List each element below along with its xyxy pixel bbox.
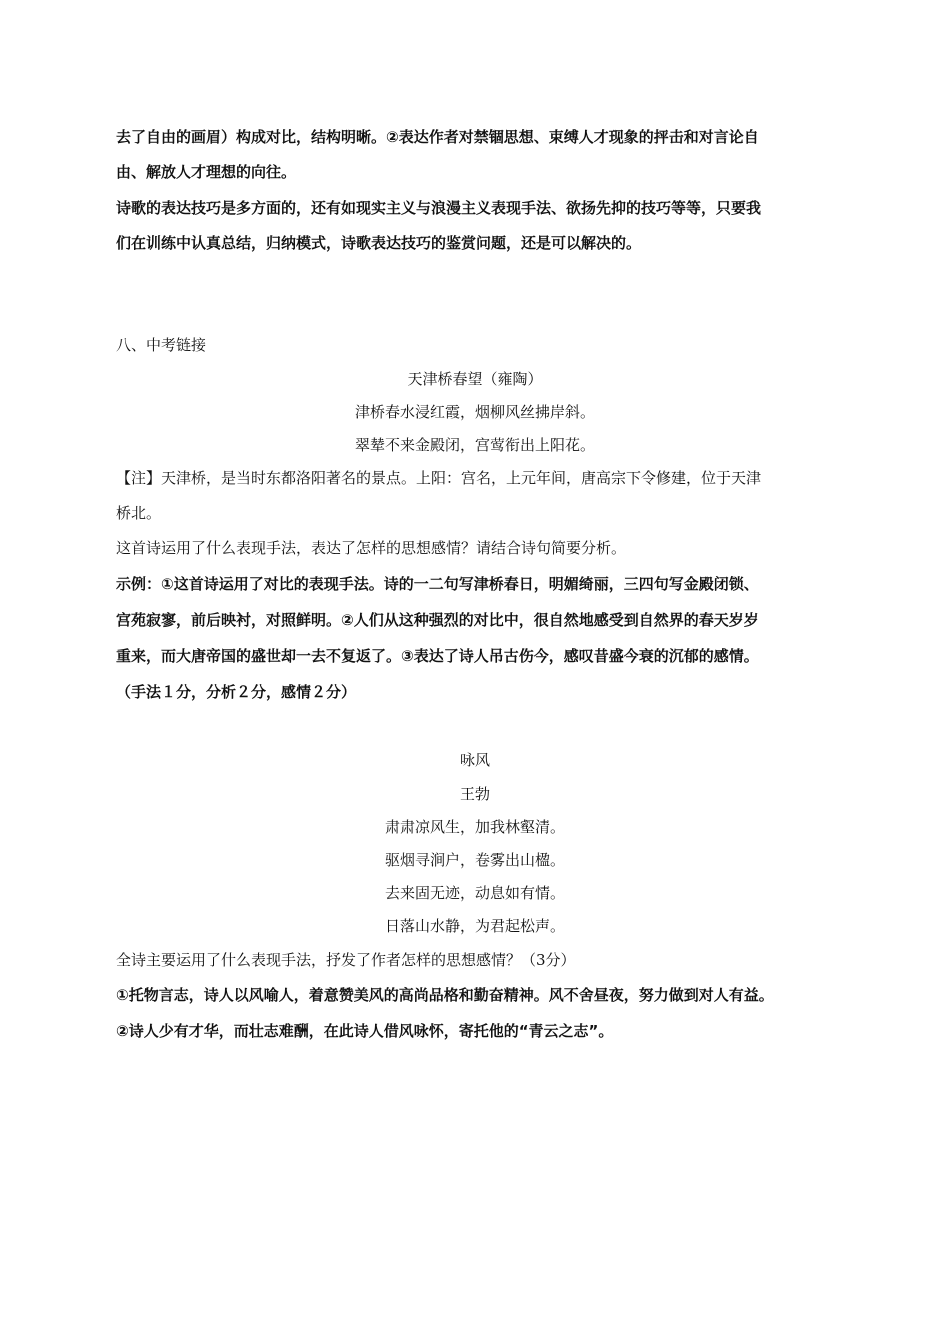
poem2-question: 全诗主要运用了什么表现手法，抒发了作者怎样的思想感情？（3分） [116,951,576,969]
poem1-answer-line-2: 宫苑寂寥，前后映衬，对照鲜明。②人们从这种强烈的对比中，很自然地感受到自然界的春天岁岁 [116,611,759,629]
intro-line-1: 去了自由的画眉）构成对比，结构明晰。②表达作者对禁锢思想、束缚人才现象的抨击和对言论自 [116,128,759,146]
poem1-note-line-2: 桥北。 [116,504,162,522]
poem2-title: 咏风 [459,751,490,769]
poem1-line-2: 翠辇不来金殿闭，宫莺衔出上阳花。 [354,436,595,454]
poem1-answer-line-4: （手法１分，分析２分，感情２分） [116,683,357,701]
poem2-line-1: 肃肃凉风生，加我林壑清。 [384,818,565,836]
section-heading: 八、中考链接 [116,336,207,354]
poem2-author: 王勃 [459,785,490,803]
poem1-answer-line-1: 示例：①这首诗运用了对比的表现手法。诗的一二句写津桥春日，明媚绮丽，三四句写金殿闭锁、 [116,575,759,593]
poem1-title: 天津桥春望（雍陶） [407,370,543,388]
intro-line-4: 们在训练中认真总结，归纳模式，诗歌表达技巧的鉴赏问题，还是可以解决的。 [116,234,642,252]
poem1-line-1: 津桥春水浸红霞，烟柳风丝拂岸斜。 [354,403,595,421]
poem2-line-3: 去来固无迹，动息如有情。 [384,884,565,902]
intro-line-3: 诗歌的表达技巧是多方面的，还有如现实主义与浪漫主义表现手法、欲扬先抑的技巧等等，只要我 [116,199,762,217]
poem1-question: 这首诗运用了什么表现手法，表达了怎样的思想感情？请结合诗句简要分析。 [116,539,627,557]
poem1-note-line-1: 【注】天津桥，是当时东都洛阳著名的景点。上阳：宫名，上元年间，唐高宗下令修建，位于天津 [116,469,762,487]
intro-line-2: 由、解放人才理想的向往。 [116,163,297,181]
poem2-line-4: 日落山水静，为君起松声。 [384,917,565,935]
poem2-line-2: 驱烟寻涧户，卷雾出山楹。 [384,851,565,869]
poem2-answer-line-2: ②诗人少有才华，而壮志难酬，在此诗人借风咏怀，寄托他的“青云之志”。 [116,1022,614,1040]
poem1-answer-line-3: 重来，而大唐帝国的盛世却一去不复返了。③表达了诗人吊古伤今，感叹昔盛今衰的沉郁的感情。 [116,647,759,665]
poem2-answer-line-1: ①托物言志，诗人以风喻人，着意赞美风的高尚品格和勤奋精神。风不舍昼夜，努力做到对人有益。 [116,986,774,1004]
